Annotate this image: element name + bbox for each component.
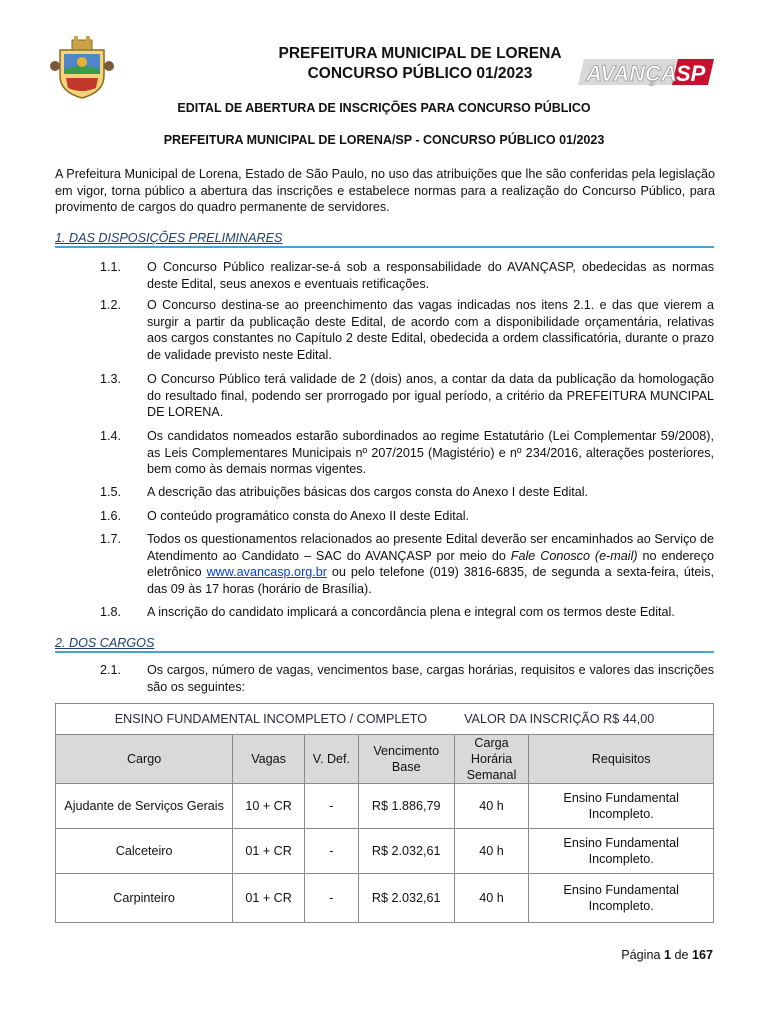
table-row: [56, 829, 714, 874]
table-cell: 40 h: [454, 784, 529, 829]
table-cell: Calceteiro: [56, 829, 233, 874]
page-label: Página: [621, 948, 661, 962]
item-number: 1.8.: [100, 605, 122, 619]
edital-title: EDITAL DE ABERTURA DE INSCRIÇÕES PARA CONCURSO PÚBLICO: [177, 101, 591, 115]
table-cell: R$ 2.032,61: [358, 829, 454, 874]
page-separator: de: [674, 948, 689, 962]
svg-text:AVANÇA: AVANÇA: [586, 61, 677, 86]
table-cell: 01 + CR: [233, 874, 305, 923]
header-line-1: PREFEITURA MUNICIPAL DE LORENA: [278, 45, 562, 62]
item-text: A descrição das atribuições básicas dos cargos consta do Anexo I deste Edital.: [147, 485, 589, 499]
registration-fee-label: VALOR DA INSCRIÇÃO R$ 44,00: [464, 712, 655, 726]
table-group-row: [56, 704, 714, 735]
item-text: Os cargos, número de vagas, vencimentos base, cargas horárias, requisitos e valores das inscrições são os seguintes:: [147, 663, 714, 694]
avancasp-website-link[interactable]: www.avancasp.org.br: [206, 565, 327, 580]
column-header: Carga Horária Semanal: [454, 735, 529, 784]
item-text: O Concurso Público terá validade de 2 (dois) anos, a contar da data da publicação da homologação do resultado final, podendo ser prorrogado por igual período, a critério da PREFEITURA MUNCIPAL DE LORENA.: [147, 372, 714, 420]
section-1-title: 1. DAS DISPOSIÇÕES PRELIMINARES: [55, 231, 283, 245]
table-cell: -: [304, 829, 358, 874]
item-number: 1.7.: [100, 532, 122, 546]
table-cell: 10 + CR: [233, 784, 305, 829]
item-number: 1.1.: [100, 260, 122, 274]
item-number: 1.5.: [100, 485, 122, 499]
item-number: 2.1.: [100, 663, 122, 677]
column-header: Vagas: [233, 735, 305, 784]
item-text: [147, 531, 714, 597]
table-cell: R$ 2.032,61: [358, 874, 454, 923]
table-cell: 40 h: [454, 829, 529, 874]
table-row: [56, 874, 714, 923]
section-1-heading: [55, 231, 714, 248]
table-cell: Carpinteiro: [56, 874, 233, 923]
section-2-heading: [55, 636, 714, 653]
svg-text:SP: SP: [676, 61, 706, 86]
table-cell: Ensino Fundamental Incompleto.: [529, 784, 714, 829]
table-group-cell: [56, 704, 714, 735]
item-text-part: no endereço eletrônico: [147, 548, 714, 580]
current-page: 1: [663, 948, 671, 962]
column-header: Requisitos: [529, 735, 714, 784]
section-2-title: 2. DOS CARGOS: [55, 636, 155, 650]
page-number: [621, 948, 713, 962]
item-number: 1.2.: [100, 298, 122, 312]
total-pages: 167: [691, 948, 713, 962]
item-text-part: Todos os questionamentos relacionados ao presente Edital deverão ser encaminhados ao Serviço de Atendimento ao Candidato – SAC do AVANÇASP por meio do: [147, 532, 714, 563]
item-text: A inscrição do candidato implicará a concordância plena e integral com os termos deste Edital.: [147, 605, 675, 619]
column-header: Cargo: [56, 735, 233, 784]
table-cell: Ensino Fundamental Incompleto.: [529, 829, 714, 874]
table-cell: 01 + CR: [233, 829, 305, 874]
intro-paragraph: A Prefeitura Municipal de Lorena, Estado de São Paulo, no uso das atribuições que lhe são conferidas pela legislação em vigor, torna público a abertura das inscrições e estabelece normas para a realização do Concurso Público, para provimento de cargos do quadro permanente de servidores.: [55, 167, 715, 215]
header-line-2: CONCURSO PÚBLICO 01/2023: [307, 65, 533, 82]
item-text: Os candidatos nomeados estarão subordinados ao regime Estatutário (Lei Complementar 59/2008), as Leis Complementares Municipais nº 207/2015 (Magistério) e nº 234/2016, alterações posteriores, bem como às demais normas vigentes.: [147, 429, 714, 477]
item-number: 1.6.: [100, 509, 122, 523]
item-text-part: ou pelo telefone (019) 3816-6835, de segunda a sexta-feira, úteis, das 09 às 17 horas (horário de Brasília).: [147, 565, 714, 596]
table-cell: Ajudante de Serviços Gerais: [56, 784, 233, 829]
table-cell: -: [304, 784, 358, 829]
avancasp-logo: [578, 55, 716, 89]
fale-conosco-text: Fale Conosco (e-mail): [510, 548, 638, 563]
education-level-label: ENSINO FUNDAMENTAL INCOMPLETO / COMPLETO: [114, 712, 428, 726]
table-header-row: [56, 735, 714, 784]
table-cell: 40 h: [454, 874, 529, 923]
table-cell: Ensino Fundamental Incompleto.: [529, 874, 714, 923]
item-number: 1.4.: [100, 429, 122, 443]
item-number: 1.3.: [100, 372, 122, 386]
column-header: V. Def.: [304, 735, 358, 784]
table-row: [56, 784, 714, 829]
concurso-title: PREFEITURA MUNICIPAL DE LORENA/SP - CONCURSO PÚBLICO 01/2023: [163, 133, 605, 147]
cargos-table: [55, 703, 714, 923]
table-cell: -: [304, 874, 358, 923]
column-header: Vencimento Base: [358, 735, 454, 784]
item-text: O conteúdo programático consta do Anexo II deste Edital.: [147, 509, 470, 523]
item-text: O Concurso destina-se ao preenchimento das vagas indicadas nos itens 2.1. e das que vierem a surgir a partir da publicação deste Edital, de acordo com a disponibilidade orçamentária, relativas aos cargos constantes no Capítulo 2 deste Edital, obedecida a ordem classificatória, durante o prazo de validade previsto neste Edital.: [147, 298, 714, 362]
table-cell: R$ 1.886,79: [358, 784, 454, 829]
municipal-crest-icon: [50, 36, 114, 100]
item-text: O Concurso Público realizar-se-á sob a responsabilidade do AVANÇASP, obedecidas as normas deste Edital, seus anexos e eventuais retificações.: [147, 260, 714, 291]
